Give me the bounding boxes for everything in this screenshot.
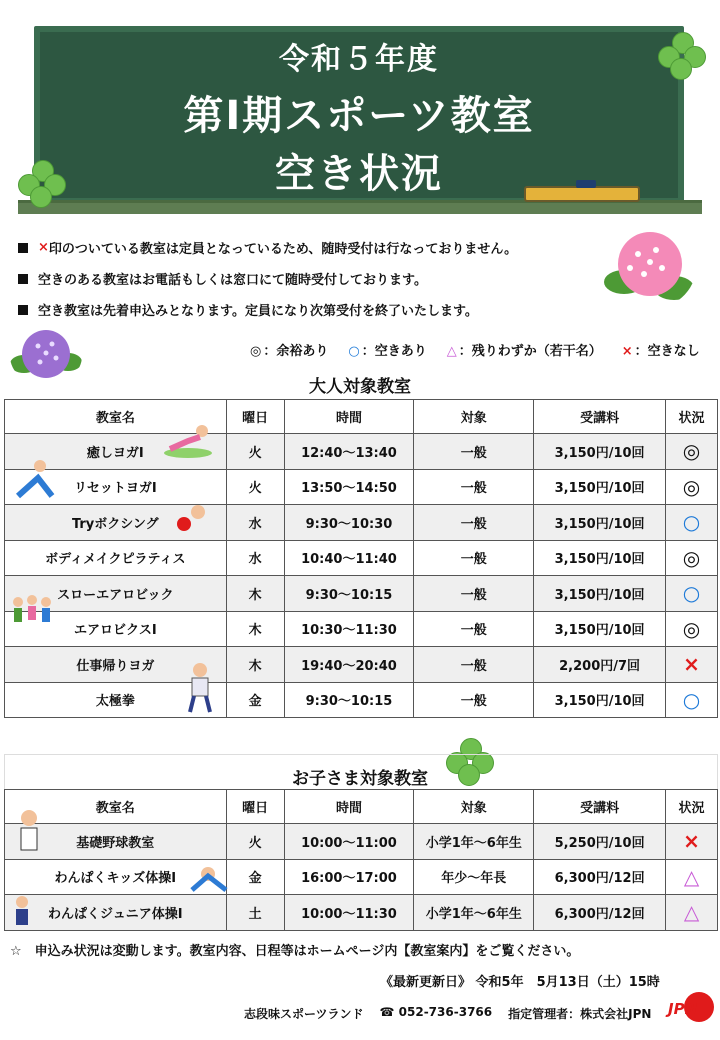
class-name: 癒しヨガⅠ <box>5 434 227 470</box>
class-day: 金 <box>226 682 284 718</box>
col-header-target: 対象 <box>414 400 534 434</box>
taichi-figure-icon <box>178 660 220 714</box>
notice-item <box>14 232 634 263</box>
class-day: 木 <box>226 611 284 647</box>
header-subtitle: 空き状況 <box>275 151 443 197</box>
class-fee: 6,300円/12回 <box>534 859 666 895</box>
class-status: ◎ <box>666 434 718 470</box>
col-header-day: 曜日 <box>226 400 284 434</box>
class-fee: 2,200円/7回 <box>534 647 666 683</box>
class-time: 9:30～10:30 <box>284 505 414 541</box>
phone-icon: ☎ <box>379 1005 399 1019</box>
legend-item: ◎ ：余裕あり <box>250 344 329 359</box>
class-target: 一般 <box>414 505 534 541</box>
footnote: ☆ 申込み状況は変動します。教室内容、日程等はホームページ内【教室案内】をご覧ください。 <box>10 944 580 959</box>
class-fee: 3,150円/10回 <box>534 434 666 470</box>
class-fee: 3,150円/10回 <box>534 505 666 541</box>
last-updated: 《最新更新日》 令和5年 5月13日（土）15時 <box>380 975 660 990</box>
class-status: ○ <box>666 576 718 612</box>
class-name: ボディメイクピラティス <box>5 540 227 576</box>
table-row <box>5 469 718 505</box>
square-bullet-icon <box>18 305 28 315</box>
boxing-figure-icon <box>172 502 212 538</box>
class-target: 一般 <box>414 682 534 718</box>
gymnastics-figure-icon <box>186 862 236 894</box>
class-name: Tryボクシング <box>5 505 227 541</box>
clover-icon <box>658 32 708 82</box>
class-fee: 3,150円/10回 <box>534 611 666 647</box>
class-fee: 3,150円/10回 <box>534 682 666 718</box>
class-target: 一般 <box>414 540 534 576</box>
class-time: 19:40～20:40 <box>284 647 414 683</box>
col-header-fee: 受講料 <box>534 400 666 434</box>
table-row <box>5 647 718 683</box>
class-name: わんぱくキッズ体操Ⅰ <box>5 859 227 895</box>
legend-item: △ ：残りわずか（若干名） <box>446 344 602 359</box>
col-header-name: 教室名 <box>5 790 227 824</box>
manager-label: 指定管理者：株式会社JPN <box>508 1007 652 1021</box>
table-row <box>5 824 718 860</box>
class-day: 火 <box>226 434 284 470</box>
class-day: 水 <box>226 540 284 576</box>
class-fee: 3,150円/10回 <box>534 469 666 505</box>
class-time: 10:40～11:40 <box>284 540 414 576</box>
class-status: △ <box>666 895 718 931</box>
chalkboard-ledge <box>18 200 702 214</box>
table-header-row <box>5 790 718 824</box>
table-row <box>5 682 718 718</box>
col-header-target: 対象 <box>414 790 534 824</box>
header-year: 令和５年度 <box>279 42 439 77</box>
adult-classes-table <box>4 399 718 718</box>
yoga-figure-icon <box>162 423 214 459</box>
class-day: 金 <box>226 859 284 895</box>
kids-classes-table <box>4 789 718 931</box>
class-status: ○ <box>666 505 718 541</box>
class-target: 小学1年～6年生 <box>414 824 534 860</box>
kids-section-title: お子さま対象教室 <box>292 769 428 789</box>
class-day: 火 <box>226 824 284 860</box>
table-row <box>5 859 718 895</box>
class-target: 一般 <box>414 647 534 683</box>
class-fee: 5,250円/10回 <box>534 824 666 860</box>
class-time: 10:30～11:30 <box>284 611 414 647</box>
class-time: 9:30～10:15 <box>284 682 414 718</box>
class-name: 基礎野球教室 <box>5 824 227 860</box>
class-status: ◎ <box>666 611 718 647</box>
col-header-name: 教室名 <box>5 400 227 434</box>
col-header-day: 曜日 <box>226 790 284 824</box>
square-bullet-icon <box>18 243 28 253</box>
phone-number: 052-736-3766 <box>398 1005 493 1019</box>
class-name: エアロビクスⅠ <box>5 611 227 647</box>
class-name: スローエアロビック <box>5 576 227 612</box>
cross-mark: × <box>38 240 49 255</box>
table-row <box>5 505 718 541</box>
class-time: 13:50～14:50 <box>284 469 414 505</box>
notice-list <box>14 232 634 325</box>
class-fee: 6,300円/12回 <box>534 895 666 931</box>
class-day: 木 <box>226 647 284 683</box>
class-target: 年少～年長 <box>414 859 534 895</box>
class-status: ◎ <box>666 540 718 576</box>
phone-number-group[interactable] <box>380 1005 493 1022</box>
class-status: ○ <box>666 682 718 718</box>
stretch-figure-icon <box>8 456 60 502</box>
class-status: △ <box>666 859 718 895</box>
col-header-fee: 受講料 <box>534 790 666 824</box>
jpn-logo: JPN <box>666 992 714 1022</box>
status-legend <box>250 340 700 359</box>
class-name: わんぱくジュニア体操Ⅰ <box>5 895 227 931</box>
col-header-time: 時間 <box>284 790 414 824</box>
class-target: 一般 <box>414 469 534 505</box>
notice-item <box>14 294 634 325</box>
table-row <box>5 611 718 647</box>
notice-text: 印のついている教室は定員となっているため、随時受付は行なっておりません。 <box>48 242 518 257</box>
class-target: 一般 <box>414 611 534 647</box>
header-title: 第Ⅰ期スポーツ教室 <box>183 93 535 139</box>
legend-item: ○ ：空きあり <box>348 344 427 359</box>
class-status: × <box>666 824 718 860</box>
notice-item <box>14 263 634 294</box>
class-time: 16:00～17:00 <box>284 859 414 895</box>
adult-section-title: 大人対象教室 <box>309 377 411 397</box>
class-target: 一般 <box>414 576 534 612</box>
col-header-time: 時間 <box>284 400 414 434</box>
table-header-row <box>5 400 718 434</box>
class-time: 9:30～10:15 <box>284 576 414 612</box>
class-fee: 3,150円/10回 <box>534 540 666 576</box>
class-time: 10:00～11:30 <box>284 895 414 931</box>
legend-item: × ：空きなし <box>621 344 700 359</box>
class-status: ◎ <box>666 469 718 505</box>
table-row <box>5 540 718 576</box>
col-header-status: 状況 <box>666 400 718 434</box>
table-row <box>5 895 718 931</box>
class-fee: 3,150円/10回 <box>534 576 666 612</box>
class-day: 木 <box>226 576 284 612</box>
class-status: × <box>666 647 718 683</box>
class-name: 仕事帰りヨガ <box>5 647 227 683</box>
class-day: 火 <box>226 469 284 505</box>
class-time: 12:40～13:40 <box>284 434 414 470</box>
class-day: 土 <box>226 895 284 931</box>
baseball-figure-icon <box>14 808 44 862</box>
square-bullet-icon <box>18 274 28 284</box>
clover-icon <box>18 160 68 210</box>
table-row <box>5 434 718 470</box>
class-time: 10:00～11:00 <box>284 824 414 860</box>
notice-text: 空き教室は先着申込みとなります。定員になり次第受付を終了いたします。 <box>38 304 478 319</box>
class-target: 小学1年～6年生 <box>414 895 534 931</box>
junior-gym-figure-icon <box>8 894 36 928</box>
col-header-status: 状況 <box>666 790 718 824</box>
class-name: リセットヨガⅠ <box>5 469 227 505</box>
class-name: 太極拳 <box>5 682 227 718</box>
notice-text: 空きのある教室はお電話もしくは窓口にて随時受付しております。 <box>38 273 427 288</box>
facility-name: 志段味スポーツランド <box>244 1007 364 1021</box>
class-target: 一般 <box>414 434 534 470</box>
class-day: 水 <box>226 505 284 541</box>
footer <box>244 1005 651 1022</box>
aerobics-group-icon <box>6 592 56 636</box>
table-row <box>5 576 718 612</box>
